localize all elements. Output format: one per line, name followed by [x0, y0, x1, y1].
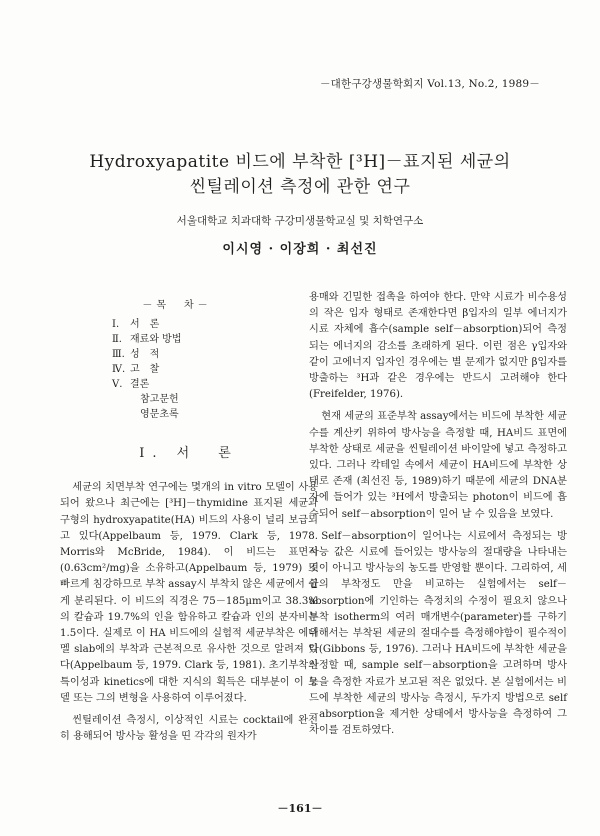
article-title-line-2: 씬틸레이션 측정에 관한 연구 [189, 177, 411, 197]
toc-item-label: 결론 [130, 379, 150, 390]
toc-item-number: Ⅲ. [112, 349, 125, 360]
toc-sub-item: 영문초록 [140, 409, 179, 420]
body-paragraph: 용매와 긴밀한 접촉을 하여야 한다. 만약 시료가 비수용성의 작은 입자 형태로 존재한다면 β입자의 일부 에너지가 시료 자체에 흡수(sample self－absorption)되어 측정되는 에너지의 감소를 초래하게 된다. 이런 점은 γ입자와 같이 고에너지 입자인 경우에는 별 문제가 없지만 β입자를 방출하는 ³H과 같은 경우에는 반드시 고려해야 한다(Freifelder, 1976). [309, 292, 567, 401]
section-heading: Ⅰ. 서 론 [139, 446, 239, 461]
toc-item [112, 362, 282, 377]
affiliation: 서울대학교 치과대학 구강미생물학교실 및 치학연구소 [176, 215, 424, 227]
toc-item-number: Ⅳ. [112, 364, 126, 375]
running-head: －대한구강생물학회지 Vol.13, No.2, 1989－ [319, 78, 540, 90]
left-column [60, 288, 318, 751]
toc-item [112, 332, 282, 347]
toc-item-label: 고 찰 [130, 364, 160, 375]
toc-title: －목 차－ [142, 300, 212, 311]
body-paragraph: 세균의 치면부착 연구에는 몇개의 in vitro 모델이 사용되어 왔으나 최근에는 [³H]－thymidine 표지된 세균과 구형의 hydroxyapatite(HA) 비드의 사용이 널리 보급되고 있다(Appelbaum 등, 1979. Clark 등, 1978. Morris와 McBride, 1984). 이 비드는 표면적 (0.63cm²/mg)을 소유하고(Appelbaum 등, 1979) 또 빠르게 침강하므로 부착 assay시 부착치 않은 세균에서 쉽게 분리된다. 이 비드의 직경은 75－185μm이고 38.3%의 칼슘과 19.7%의 인을 함유하고 칼슘과 인의 분자비는 1.5이다. 실제로 이 HA 비드에의 실험적 세균부착은 에나멜 slab에의 부착과 근본적으로 유사한 것으로 알려져 있다(Appelbaum 등, 1979. Clark 등, 1981). 초기부착의 특이성과 kinetics에 대한 지식의 획득은 대부분이 이 모델 또는 그의 변형을 사용하여 이루어졌다. [60, 482, 318, 704]
article-title-line-1: Hydroxyapatite 비드에 부착한 [³H]－표지된 세균의 [89, 152, 511, 172]
toc-item-label: 서 론 [130, 319, 160, 330]
authors: 이시영 · 이장희 · 최선진 [222, 242, 378, 257]
toc-item [112, 377, 282, 392]
body-paragraph: Self－absorption이 일어나는 시료에서 측정되는 방사능 값은 시료에 들어있는 방사능의 절대량을 나타내는 것이 아니고 방사능의 농도를 반영할 뿐이다. 그리하여, 세균의 부착정도 만을 비교하는 실험에서는 self－absorption에 기인하는 측정치의 수정이 필요치 않으나 부착 isotherm의 여러 매개변수(parameter)를 구하기 위해서는 부착된 세균의 절대수를 측정해야함이 필수적이다(Gibbons 등, 1976). 그러나 HA비드에 부착한 세균을 산정할 때, sample self－absorption을 고려하며 방사능을 측정한 자료가 보고된 적은 없었다. 본 실험에서는 비드에 부착한 세균의 방사능 측정시, 두가지 방법으로 self－absorption을 제거한 상태에서 방사능을 측정하여 그 차이를 검토하였다. [309, 530, 567, 737]
body-paragraph: 현재 세균의 표준부착 assay에서는 비드에 부착한 세균수를 계산키 위하여 방사능을 측정할 때, HA비드 표면에 부착한 상태로 세균을 씬틸레이션 바이알에 넣고 측정하고 있다. 그러나 칵테일 속에서 세균이 HA비드에 부착한 상태로 존재 (최선진 등, 1989)하기 때문에 세균의 DNA분자에 들어가 있는 ³H에서 방출되는 photon이 비드에 흡수되어 self－absorption이 일어 날 수 있음을 보였다. [309, 411, 567, 520]
toc-item-label: 성 적 [130, 349, 160, 360]
toc-item [112, 317, 282, 332]
body-paragraph: 씬틸레이션 측정시, 이상적인 시료는 cocktail에 완전히 용해되어 방사능 활성을 띤 각각의 원자가 [60, 715, 318, 743]
page-number: －161－ [277, 802, 323, 815]
toc-sub-item: 참고문헌 [140, 394, 179, 405]
right-column [309, 290, 567, 745]
toc-item-number: Ⅱ. [112, 334, 122, 345]
toc-item-label: 재료와 방법 [130, 334, 182, 345]
toc-item [112, 347, 282, 362]
table-of-contents [112, 298, 282, 422]
toc-item-number: Ⅰ. [112, 319, 120, 330]
toc-item-number: Ⅴ. [112, 379, 123, 390]
